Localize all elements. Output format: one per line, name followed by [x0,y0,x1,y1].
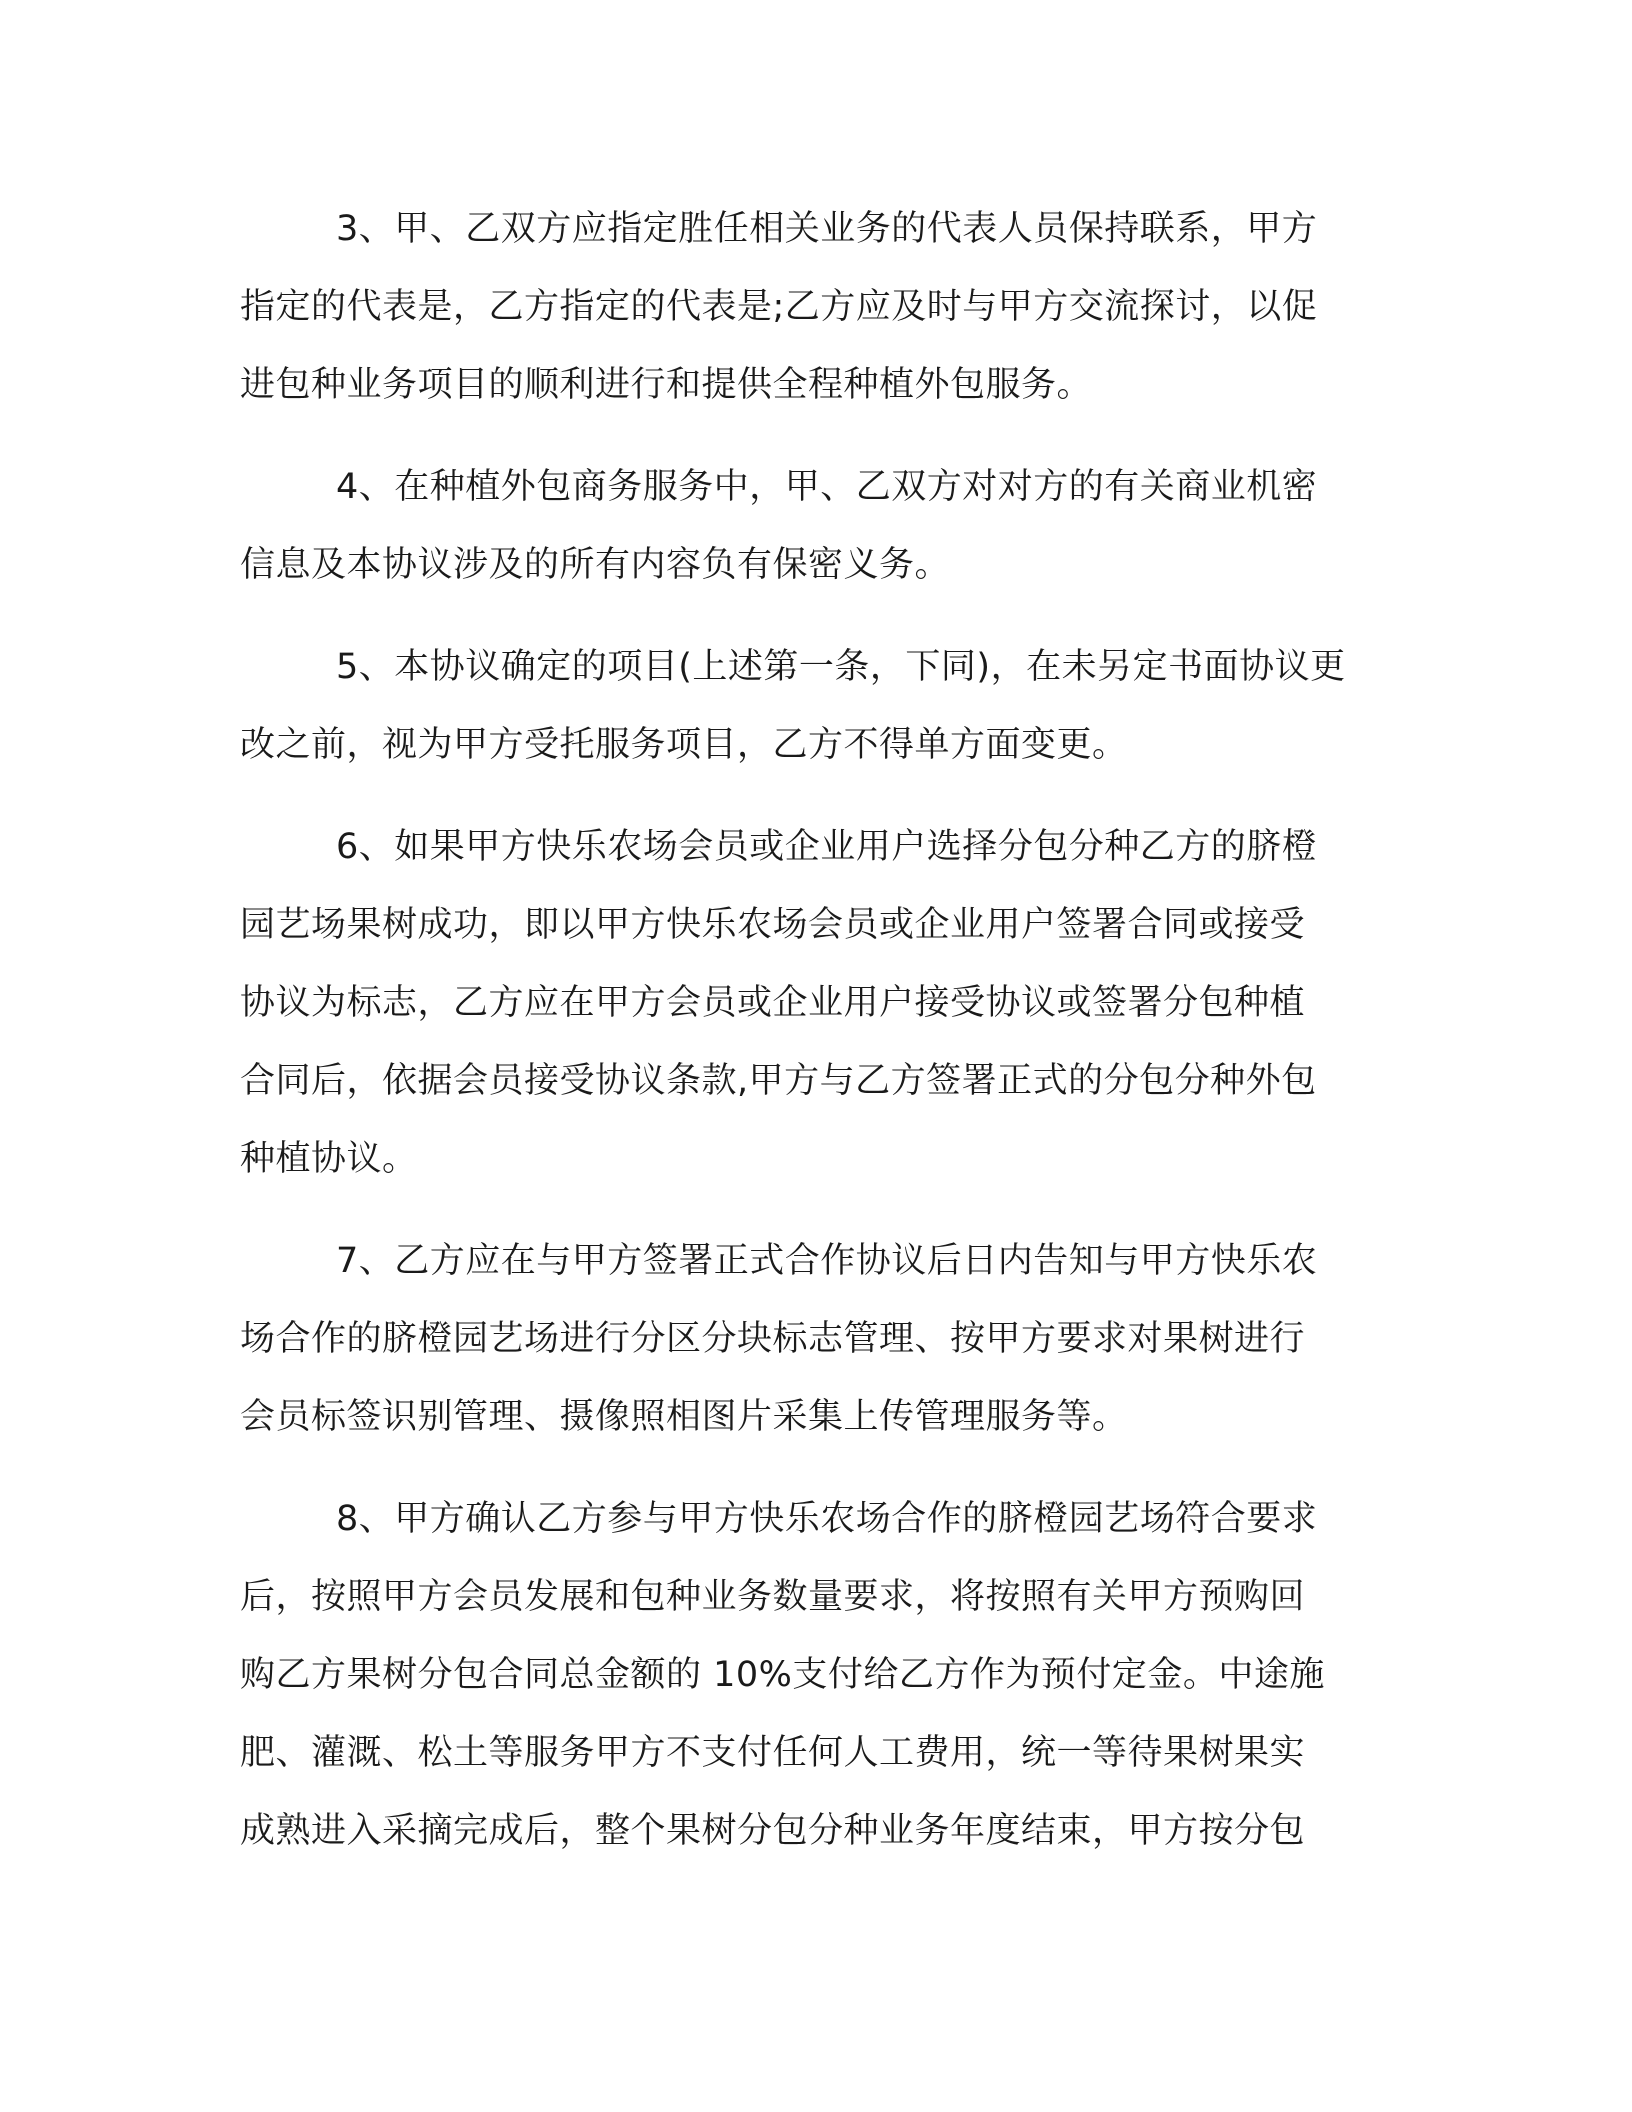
clause-8 [240,1480,1392,1870]
clause-3-line-2: 指定的代表是，乙方指定的代表是;乙方应及时与甲方交流探讨，以促 [240,287,1318,327]
clause-3 [240,190,1392,424]
clause-7-line-3: 会员标签识别管理、摄像照相图片采集上传管理服务等。 [240,1397,1128,1437]
clause-7 [240,1222,1392,1456]
clause-3-line-3: 进包种业务项目的顺利进行和提供全程种植外包服务。 [240,365,1093,405]
clause-8-line-3: 购乙方果树分包合同总金额的 10%支付给乙方作为预付定金。中途施 [240,1655,1325,1695]
clause-8-line-5: 成熟进入采摘完成后，整个果树分包分种业务年度结束，甲方按分包 [240,1811,1306,1851]
clause-5-line-2: 改之前，视为甲方受托服务项目，乙方不得单方面变更。 [240,725,1128,765]
clause-7-line-1: 7、乙方应在与甲方签署正式合作协议后日内告知与甲方快乐农 [336,1241,1318,1281]
clause-5 [240,628,1392,784]
document-page [240,190,1392,1894]
clause-8-line-1: 8、甲方确认乙方参与甲方快乐农场合作的脐橙园艺场符合要求 [336,1499,1318,1539]
clause-7-line-2: 场合作的脐橙园艺场进行分区分块标志管理、按甲方要求对果树进行 [240,1319,1306,1359]
clause-6-line-4: 合同后，依据会员接受协议条款,甲方与乙方签署正式的分包分种外包 [240,1061,1317,1101]
clause-4-line-2: 信息及本协议涉及的所有内容负有保密义务。 [240,545,951,585]
clause-8-line-4: 肥、灌溉、松土等服务甲方不支付任何人工费用，统一等待果树果实 [240,1733,1306,1773]
clause-6-line-1: 6、如果甲方快乐农场会员或企业用户选择分包分种乙方的脐橙 [336,827,1318,867]
clause-6-line-5: 种植协议。 [240,1139,418,1179]
clause-5-line-1: 5、本协议确定的项目(上述第一条，下同)，在未另定书面协议更 [336,647,1346,687]
clause-6-line-3: 协议为标志，乙方应在甲方会员或企业用户接受协议或签署分包种植 [240,983,1306,1023]
clause-3-line-1: 3、甲、乙双方应指定胜任相关业务的代表人员保持联系，甲方 [336,209,1318,249]
clause-8-line-2: 后，按照甲方会员发展和包种业务数量要求，将按照有关甲方预购回 [240,1577,1306,1617]
clause-4-line-1: 4、在种植外包商务服务中，甲、乙双方对对方的有关商业机密 [336,467,1318,507]
clause-4 [240,448,1392,604]
clause-6-line-2: 园艺场果树成功，即以甲方快乐农场会员或企业用户签署合同或接受 [240,905,1306,945]
clause-6 [240,808,1392,1198]
